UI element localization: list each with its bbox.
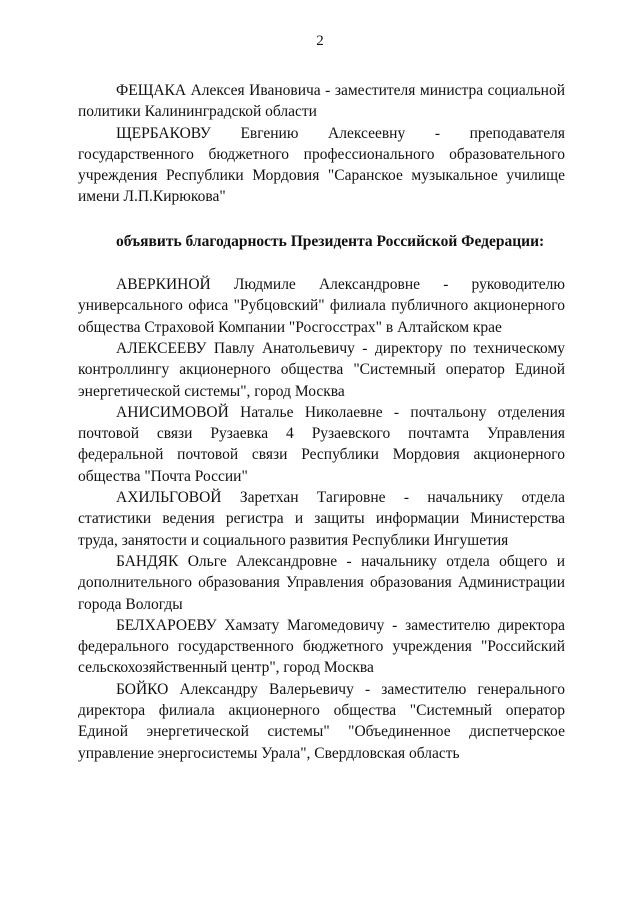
entry-belkharoev: БЕЛХАРОЕВУ Хамзату Магомедовичу - заместителю директора федерального государственного бюджетного учреждения "Российский сельскохозяйственный центр", город Москва bbox=[78, 616, 565, 677]
entry-akhilgova: АХИЛЬГОВОЙ Заретхан Тагировне - начальнику отдела статистики ведения регистра и защиты информации Министерства труда, занятости и социального развития Республики Ингушетия bbox=[78, 489, 565, 549]
document-body bbox=[78, 80, 565, 764]
entry-boyko: БОЙКО Александру Валерьевичу - заместителю генерального директора филиала акционерного общества "Системный оператор Единой энергетической системы" "Объединенное диспетчерское управление энергосистемы Урала", Свердловская область bbox=[78, 680, 565, 762]
entry-feshchak: ФЕЩАКА Алексея Ивановича - заместителя министра социальной политики Калининградской области bbox=[78, 82, 565, 121]
entry-shcherbakova: ЩЕРБАКОВУ Евгению Алексеевну - преподавателя государственного бюджетного профессионального образовательного учреждения Республики Мордовия "Саранское музыкальное училище имени Л.П.Кирюкова" bbox=[78, 124, 565, 206]
entry-averkina: АВЕРКИНОЙ Людмиле Александровне - руководителю универсального офиса "Рубцовский" филиала публичного акционерного общества Страховой Компании "Росгосстрах" в Алтайском крае bbox=[78, 276, 565, 336]
section-heading: объявить благодарность Президента Российской Федерации: bbox=[116, 232, 545, 250]
page-number: 2 bbox=[316, 33, 324, 49]
entry-anisimova: АНИСИМОВОЙ Наталье Николаевне - почтальону отделения почтовой связи Рузаевка 4 Рузаевского почтамта Управления федеральной почтовой связи Республики Мордовия акционерного общества "Почта России" bbox=[78, 403, 565, 485]
entry-alekseev: АЛЕКСЕЕВУ Павлу Анатольевичу - директору по техническому контроллингу акционерного общества "Системный оператор Единой энергетической системы", город Москва bbox=[78, 339, 565, 400]
entry-bandyak: БАНДЯК Ольге Александровне - начальнику отдела общего и дополнительного образования Управления образования Администрации города Вологды bbox=[78, 552, 565, 613]
